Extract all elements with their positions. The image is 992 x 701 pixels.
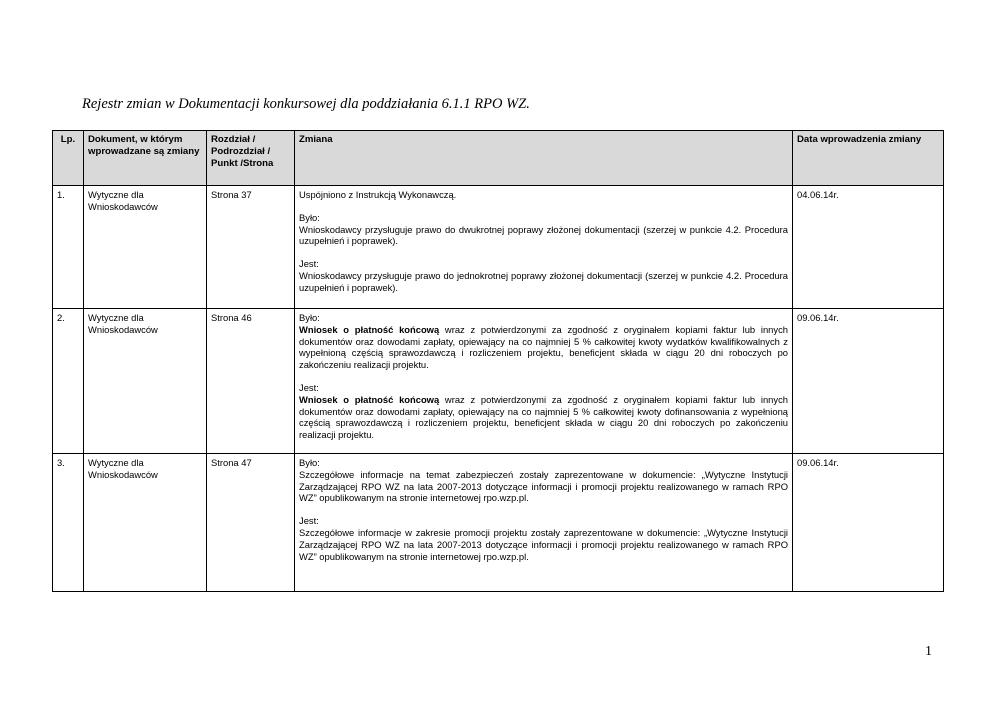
- row-lp: 1.: [53, 186, 84, 309]
- row-change: [295, 454, 793, 592]
- row-document: Wytyczne dla Wnioskodawców: [84, 186, 207, 309]
- change-was-block: [299, 312, 788, 371]
- page-number: 1: [925, 644, 932, 659]
- change-is-block: [299, 515, 788, 562]
- row-change: [295, 309, 793, 454]
- header-change: Zmiana: [295, 131, 793, 186]
- table-row: [53, 454, 944, 592]
- row-date: 09.06.14r.: [793, 454, 944, 592]
- header-lp: Lp.: [53, 131, 84, 186]
- is-label: Jest:: [299, 515, 319, 527]
- header-section: Rozdział / Podrozdział / Punkt /Strona: [207, 131, 295, 186]
- row-change: [295, 186, 793, 309]
- change-is-block: [299, 382, 788, 441]
- table-row: [53, 186, 944, 309]
- was-bold-text: Wniosek o płatność końcową: [299, 323, 440, 335]
- change-was-block: [299, 212, 788, 247]
- change-is-block: [299, 258, 788, 293]
- row-lp: 2.: [53, 309, 84, 454]
- row-section: Strona 47: [207, 454, 295, 592]
- table-row: [53, 309, 944, 454]
- header-document: Dokument, w którym wprowadzane są zmiany: [84, 131, 207, 186]
- row-lp: 3.: [53, 454, 84, 592]
- was-label: Było:: [299, 211, 320, 223]
- row-section: Strona 37: [207, 186, 295, 309]
- table-header-row: [53, 131, 944, 186]
- row-document: Wytyczne dla Wnioskodawców: [84, 454, 207, 592]
- document-title: Rejestr zmian w Dokumentacji konkursowej dla poddziałania 6.1.1 RPO WZ.: [82, 96, 530, 112]
- change-intro: Uspójniono z Instrukcją Wykonawczą.: [299, 189, 457, 200]
- was-label: Było:: [299, 457, 320, 468]
- row-document: Wytyczne dla Wnioskodawców: [84, 309, 207, 454]
- was-text: Wnioskodawcy przysługuje prawo do dwukrotnej poprawy złożonej dokumentacji (szerzej w punkcie 4.2. Procedura uzupełnień i poprawek).: [299, 223, 788, 247]
- was-text: Szczegółowe informacje na temat zabezpieczeń zostały zaprezentowane w dokumencie: „Wytyczne Instytucji Zarządzającej RPO WZ na lata 2007-2013 dotyczące informacji i promocji projektu realizowanego w ramach RPO WZ” opublikowanym na stronie internetowej rpo.wzp.pl.: [299, 468, 788, 504]
- was-text: wraz z potwierdzonymi za zgodność z oryginałem kopiami faktur lub innych dokumentów oraz dowodami zapłaty, opiewający na co najmniej 5 % całkowitej kwoty wydatków kwalifikowalnych z wypełnioną częścią sprawozdawczą i rozliczeniem projektu, beneficjent składa w ciągu 20 dni roboczych po zakończeniu realizacji projektu.: [299, 323, 788, 371]
- is-bold-text: Wniosek o płatność końcową: [299, 393, 440, 405]
- is-text: Szczegółowe informacje w zakresie promocji projektu zostały zaprezentowane w dokumencie: „Wytyczne Instytucji Zarządzającej RPO WZ na lata 2007-2013 dotyczące informacji i promocji projektu realizowanego w ramach RPO WZ” opublikowanym na stronie internetowej rpo.wzp.pl.: [299, 526, 788, 562]
- is-label: Jest:: [299, 258, 319, 270]
- change-register-table: [52, 130, 944, 592]
- was-label: Było:: [299, 312, 320, 323]
- is-text: Wnioskodawcy przysługuje prawo do jednokrotnej poprawy złożonej dokumentacji (szerzej w punkcie 4.2. Procedura uzupełnień i poprawek).: [299, 269, 788, 293]
- row-section: Strona 46: [207, 309, 295, 454]
- row-date: 09.06.14r.: [793, 309, 944, 454]
- is-text: wraz z potwierdzonymi za zgodność z oryginałem kopiami faktur lub innych dokumentów oraz dowodami zapłaty, opiewający na co najmniej 5 % całkowitej kwoty dofinansowania z wypełnioną częścią sprawozdawczą i rozliczeniem projektu, beneficjent składa w ciągu 20 dni roboczych po zakończeniu realizacji projektu.: [299, 393, 788, 441]
- header-date: Data wprowadzenia zmiany: [793, 131, 944, 186]
- is-label: Jest:: [299, 381, 319, 393]
- change-was-block: [299, 457, 788, 504]
- row-date: 04.06.14r.: [793, 186, 944, 309]
